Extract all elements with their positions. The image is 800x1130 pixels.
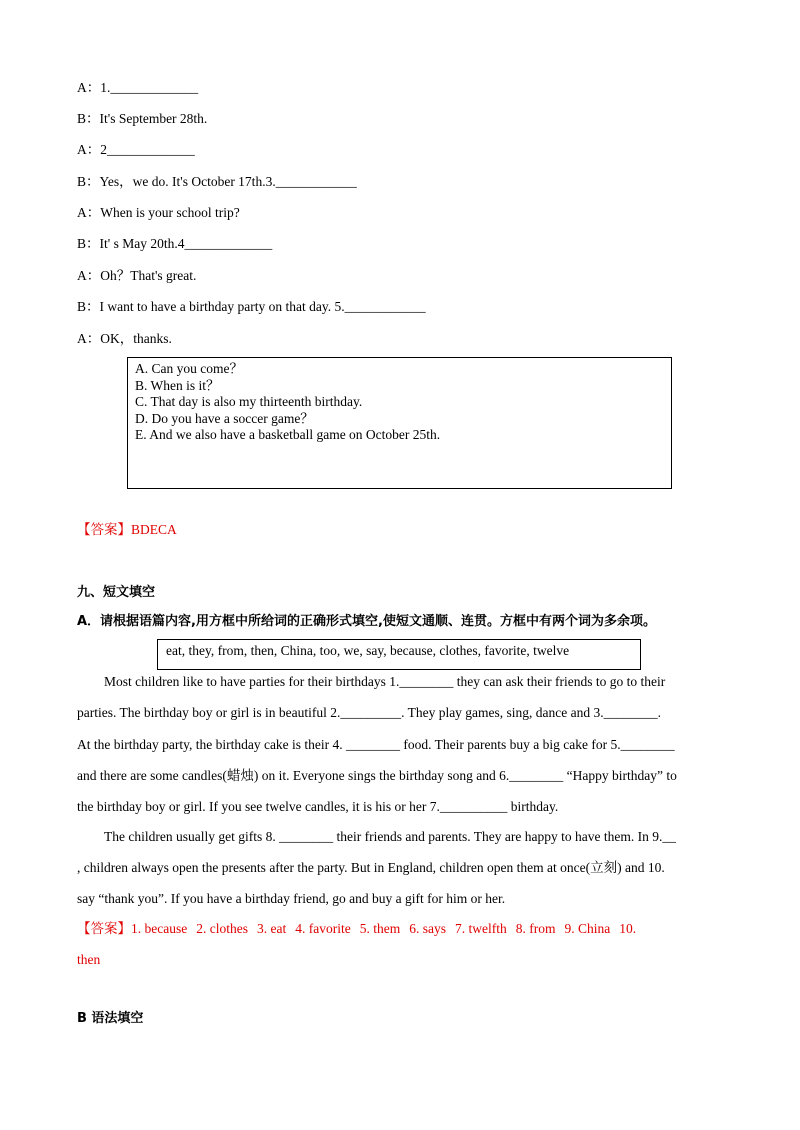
option-item: E. And we also have a basketball game on October 25th. [135, 427, 441, 442]
answer-line [77, 521, 177, 539]
answer-item: 9. China [564, 921, 611, 936]
answer-label: 【答案】 [77, 921, 131, 936]
dialogue-text: Oh？That's great. [100, 268, 197, 283]
option-item: C. That day is also my thirteenth birthday. [135, 394, 363, 409]
dialogue-text: OK，thanks. [100, 331, 172, 346]
dialogue-text: Yes，we do. It's October 17th.3.____________ [99, 174, 357, 189]
dialogue-text: 2_____________ [100, 142, 195, 157]
dialogue-text: When is your school trip? [100, 205, 240, 220]
section-title: B 语法填空 [77, 1011, 144, 1026]
dialogue-text: It' s May 20th.4_____________ [99, 236, 273, 251]
passage-line: At the birthday party, the birthday cake is their 4. ________ food. Their parents buy a big cake for 5.________ [77, 737, 675, 752]
option-item: A. Can you come？ [135, 361, 243, 376]
passage-line: the birthday boy or girl. If you see twelve candles, it is his or her 7.__________ birthday. [77, 799, 559, 814]
answer-item: 3. eat [256, 921, 287, 936]
section-title: 九、短文填空 [77, 585, 156, 600]
passage-line: Most children like to have parties for their birthdays 1.________ they can ask their friends to go to their [104, 674, 666, 689]
answer-value: BDECA [131, 522, 177, 537]
answer-item: 4. favorite [295, 921, 351, 936]
section-instruction: A．请根据语篇内容,用方框中所给词的正确形式填空,使短文通顺、连贯。方框中有两个词为多余项。 [77, 614, 656, 629]
word-bank-box: eat, they, from, then, China, too, we, say, because, clothes, favorite, twelve [157, 639, 641, 670]
answer-item: 5. them [359, 921, 401, 936]
passage-line: The children usually get gifts 8. ________ their friends and parents. They are happy to have them. In 9.__ [104, 829, 676, 844]
answer-line [77, 920, 636, 938]
answer-item: 10. [619, 921, 637, 936]
passage-line: parties. The birthday boy or girl is in beautiful 2._________. They play games, sing, dance and 3.________. [77, 705, 662, 720]
answer-line-continued: then [77, 952, 101, 967]
answer-item: 8. from [515, 921, 556, 936]
speaker-label: B： [77, 174, 100, 189]
speaker-label: A： [77, 331, 101, 346]
dialogue-line [77, 235, 272, 253]
speaker-label: B： [77, 236, 100, 251]
dialogue-line [77, 79, 198, 97]
option-item: D. Do you have a soccer game？ [135, 410, 314, 426]
passage-line: and there are some candles(蜡烛) on it. Everyone sings the birthday song and 6.________ “Happy birthday” to [77, 768, 677, 783]
dialogue-text: 1._____________ [100, 80, 199, 95]
passage-line: , children always open the presents after the party. But in England, children open them at once(立刻) and 10. [77, 860, 665, 875]
dialogue-line [77, 267, 196, 285]
answer-label: 【答案】 [77, 522, 131, 537]
option-item: B. When is it？ [135, 377, 220, 393]
answer-item: 1. because [131, 921, 188, 936]
dialogue-text: I want to have a birthday party on that day. 5.____________ [99, 299, 426, 314]
dialogue-line [77, 298, 426, 316]
dialogue-line [77, 141, 195, 159]
speaker-label: A： [77, 80, 101, 95]
dialogue-line [77, 173, 357, 191]
dialogue-text: It's September 28th. [99, 111, 208, 126]
answer-item: 2. clothes [196, 921, 248, 936]
speaker-label: B： [77, 299, 100, 314]
options-box [127, 357, 672, 489]
speaker-label: A： [77, 142, 101, 157]
answer-item: 6. says [409, 921, 446, 936]
speaker-label: A： [77, 205, 101, 220]
speaker-label: A： [77, 268, 101, 283]
dialogue-line [77, 330, 172, 348]
speaker-label: B： [77, 111, 100, 126]
dialogue-line [77, 204, 240, 222]
passage-line: say “thank you”. If you have a birthday friend, go and buy a gift for him or her. [77, 891, 506, 906]
dialogue-line [77, 110, 207, 128]
answer-item: 7. twelfth [454, 921, 507, 936]
